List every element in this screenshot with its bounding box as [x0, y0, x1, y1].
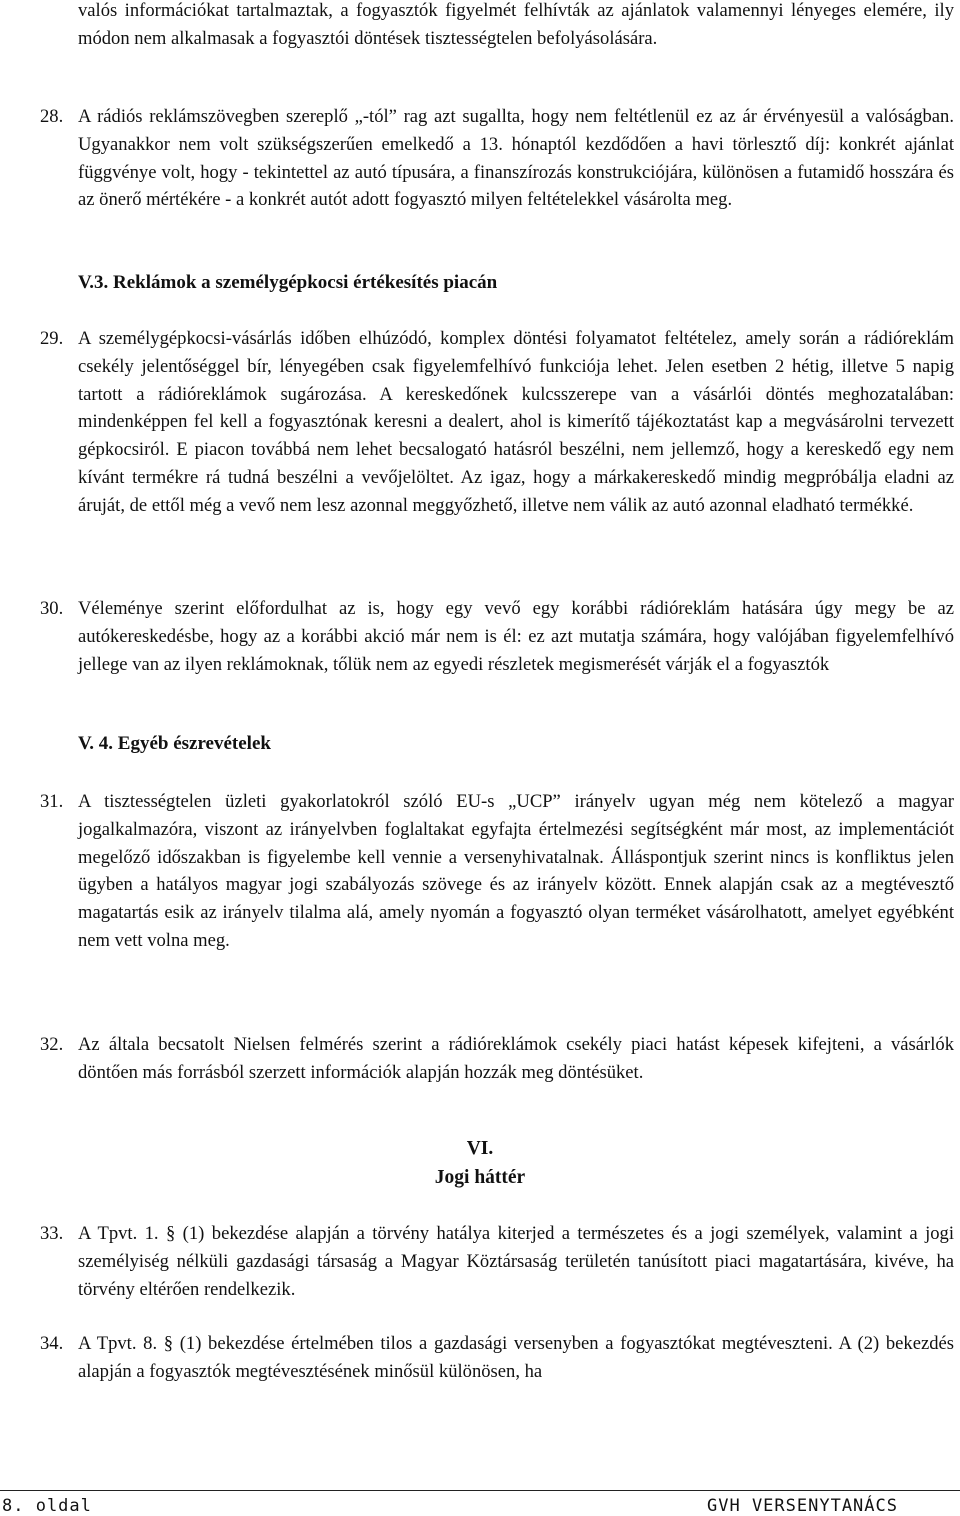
- paragraph-31: [40, 788, 954, 955]
- paragraph-30: [40, 595, 954, 678]
- paragraph-text: A rádiós reklámszövegben szereplő „-tól” rag azt sugallta, hogy nem feltétlenül ez az ár érvényesül a valóságban. Ugyanakkor nem volt szükségszerűen emelkedő a 13. hónaptól kezdődően a havi törlesztő díj: konkrét ajánlat függvénye volt, hogy - tekintettel az autó típusára, a finanszírozás konstrukciójára, különösen a futamidő hosszára és az önerő mértékére - a konkrét autót adott fogyasztó milyen feltételekkel vásárolta meg.: [78, 106, 954, 211]
- footer-page-number: 8. oldal: [2, 1496, 92, 1516]
- paragraph-continuation: valós információkat tartalmaztak, a fogyasztók figyelmét felhívták az ajánlatok valamennyi lényeges elemére, ily módon nem alkalmasak a fogyasztói döntések tisztességtelen befolyásolására.: [78, 0, 954, 49]
- paragraph-number: 30.: [40, 598, 64, 619]
- paragraph-number: 33.: [40, 1223, 64, 1244]
- paragraph-number: 34.: [40, 1333, 64, 1354]
- paragraph-34: [40, 1330, 954, 1386]
- paragraph-number: 29.: [40, 328, 64, 349]
- paragraph-number: 31.: [40, 791, 64, 812]
- section-heading-v4: V. 4. Egyéb észrevételek: [78, 733, 271, 754]
- section-heading-v3: V.3. Reklámok a személygépkocsi értékesítés piacán: [78, 272, 498, 293]
- paragraph-28: [40, 103, 954, 214]
- paragraph-32: [40, 1031, 954, 1087]
- chapter-title: Jogi háttér: [434, 1167, 526, 1188]
- paragraph-text: A személygépkocsi-vásárlás időben elhúzódó, komplex döntési folyamatot feltételez, amely során a rádióreklám csekély jelentőséggel bír, lényegében csak figyelemfelhívó funkciója lehet. Jelen esetben 2 hétig, illetve 5 napig tartott a rádióreklámok sugározása. A kereskedőnek kulcsszerepe van a vásárlói döntés meghozatalában: mindenképpen fel kell a fogyasztónak keresni a dealert, ahol is kimerítő tájékoztatást kap a megvásárolni tervezett gépkocsiról. E piacon továbbá nem lehet becsalogató hatásról beszélni, nem jellemző, hogy a kereskedő egy nem kívánt termékre rá tudná beszélni a vevőjelöltet. Az igaz, hogy a márkakereskedő mindig megpróbálja eladni az áruját, de ettől még a vevő nem lesz azonnal meggyőzhető, illetve nem válik az autó azonnal eladható termékké.: [78, 328, 954, 516]
- footer-organization: GVH VERSENYTANÁCS: [707, 1496, 898, 1516]
- chapter-number: VI.: [466, 1138, 494, 1159]
- paragraph-text: Véleménye szerint előfordulhat az is, hogy egy vevő egy korábbi rádióreklám hatására úgy megy be az autókereskedésbe, hogy az a korábbi akció már nem is él: ez azt mutatja számára, hogy valójában figyelemfelhívó jellege van az ilyen reklámoknak, tőlük nem az egyedi részletek megismerését várják el a fogyasztók: [78, 598, 954, 675]
- footer-divider: [0, 1490, 960, 1491]
- paragraph-text: Az általa becsatolt Nielsen felmérés szerint a rádióreklámok csekély piaci hatást képesek kifejteni, a vásárlók döntően más forrásból szerzett információk alapján hozzák meg döntésüket.: [78, 1034, 954, 1083]
- paragraph-number: 28.: [40, 106, 64, 127]
- paragraph-number: 32.: [40, 1034, 64, 1055]
- paragraph-29: [40, 325, 954, 520]
- paragraph-33: [40, 1220, 954, 1303]
- paragraph-text: A tisztességtelen üzleti gyakorlatokról szóló EU-s „UCP” irányelv ugyan még nem kötelező a magyar jogalkalmazóra, viszont az irányelvben foglaltakat egyfajta értelmezési segítségként már most, az implementációt megelőző időszakban is figyelembe kell vennie a versenyhivatalnak. Álláspontjuk szerint nincs is konfliktus jelen ügyben a hatályos magyar jogi szabályozás szövege és az irányelv között. Ennek alapján csak az a megtévesztő magatartás esik az irányelv tilalma alá, amely nyomán a fogyasztó olyan terméket vásárolhatott, amelyet egyébként nem vett volna meg.: [78, 791, 954, 951]
- paragraph-text: A Tpvt. 8. § (1) bekezdése értelmében tilos a gazdasági versenyben a fogyasztókat megtéveszteni. A (2) bekezdés alapján a fogyasztók megtévesztésének minősül különösen, ha: [78, 1333, 954, 1382]
- paragraph-text: A Tpvt. 1. § (1) bekezdése alapján a törvény hatálya kiterjed a természetes és a jogi személyek, valamint a jogi személyiség nélküli gazdasági társaság a Magyar Köztársaság területén tanúsított piaci magatartására, kivéve, ha törvény eltérően rendelkezik.: [78, 1223, 954, 1300]
